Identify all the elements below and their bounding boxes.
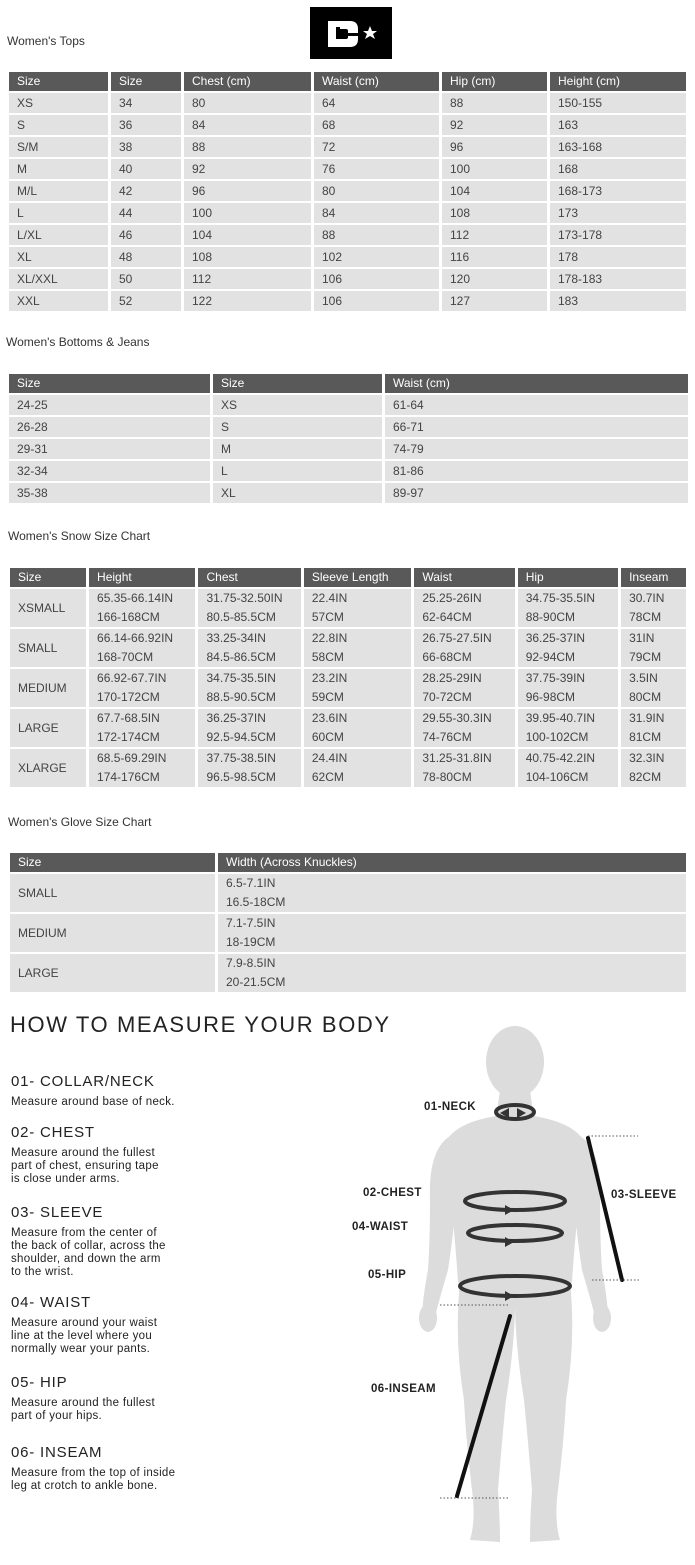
table-cell: 42 bbox=[111, 181, 181, 201]
table-cell: M bbox=[9, 159, 108, 179]
label-waist: 04-WAIST bbox=[352, 1221, 409, 1233]
cell-line: 66.92-67.7IN bbox=[97, 671, 167, 685]
snow-title: Women's Snow Size Chart bbox=[8, 529, 151, 543]
table-cell: 112 bbox=[442, 225, 547, 245]
table-cell bbox=[89, 749, 195, 787]
step-inseam bbox=[11, 1444, 211, 1493]
table-cell bbox=[518, 709, 618, 747]
table-cell bbox=[414, 669, 514, 707]
table-cell bbox=[621, 629, 686, 667]
cell-line: 34.75-35.5IN bbox=[206, 671, 276, 685]
cell-line: 88.5-90.5CM bbox=[206, 690, 276, 704]
column-header: Size bbox=[10, 568, 86, 587]
table-cell: 92 bbox=[442, 115, 547, 135]
table-cell: 168 bbox=[550, 159, 686, 179]
table-row bbox=[9, 269, 686, 289]
cell-line: 39.95-40.7IN bbox=[525, 711, 596, 725]
table-header-row bbox=[10, 853, 686, 872]
table-cell bbox=[198, 669, 300, 707]
cell-line: 40.75-42.2IN bbox=[525, 751, 596, 765]
cell-line: SMALL bbox=[18, 640, 58, 655]
cell-line: 34.75-35.5IN bbox=[525, 591, 596, 605]
table-cell: 108 bbox=[184, 247, 311, 267]
table-cell bbox=[89, 709, 195, 747]
table-cell: 32-34 bbox=[9, 461, 210, 481]
table-cell: M bbox=[213, 439, 382, 459]
table-cell bbox=[198, 709, 300, 747]
table-header-row bbox=[10, 568, 686, 587]
table-cell: 26-28 bbox=[9, 417, 210, 437]
table-cell bbox=[198, 629, 300, 667]
cell-line: 7.9-8.5IN bbox=[226, 956, 276, 970]
cell-line: SMALL bbox=[18, 885, 58, 900]
table-cell: 68 bbox=[314, 115, 439, 135]
table-cell: 163-168 bbox=[550, 137, 686, 157]
table-row bbox=[10, 749, 686, 787]
column-header: Chest (cm) bbox=[184, 72, 311, 91]
table-row bbox=[9, 483, 688, 503]
cell-line: 66-68CM bbox=[422, 650, 472, 664]
table-cell bbox=[414, 709, 514, 747]
table-cell: 173 bbox=[550, 203, 686, 223]
table-cell bbox=[304, 669, 411, 707]
step-title: 06- INSEAM bbox=[11, 1444, 103, 1461]
cell-line: 16.5-18CM bbox=[226, 895, 286, 909]
table-cell bbox=[414, 589, 514, 627]
step-waist bbox=[11, 1294, 211, 1356]
cell-line: 36.25-37IN bbox=[525, 631, 586, 645]
column-header: Hip (cm) bbox=[442, 72, 547, 91]
cell-line: 32.3IN bbox=[629, 751, 665, 765]
table-cell: 122 bbox=[184, 291, 311, 311]
column-header: Inseam bbox=[621, 568, 686, 587]
table-cell: 44 bbox=[111, 203, 181, 223]
cell-line: 92-94CM bbox=[525, 650, 576, 664]
table-cell bbox=[621, 669, 686, 707]
table-cell: 46 bbox=[111, 225, 181, 245]
cell-line: 26.75-27.5IN bbox=[422, 631, 492, 645]
cell-line: 25.25-26IN bbox=[422, 591, 482, 605]
glove-title: Women's Glove Size Chart bbox=[8, 815, 152, 829]
table-cell: 88 bbox=[314, 225, 439, 245]
table-cell: 183 bbox=[550, 291, 686, 311]
column-header: Waist (cm) bbox=[385, 374, 688, 393]
table-row bbox=[10, 629, 686, 667]
cell-line: 84.5-86.5CM bbox=[206, 650, 276, 664]
table-cell: 102 bbox=[314, 247, 439, 267]
table-cell: 34 bbox=[111, 93, 181, 113]
table-cell bbox=[10, 954, 215, 992]
column-header: Sleeve Length bbox=[304, 568, 411, 587]
cell-line: 62CM bbox=[311, 770, 344, 784]
table-cell bbox=[89, 629, 195, 667]
glove-table bbox=[7, 851, 689, 994]
cell-line: 37.75-38.5IN bbox=[206, 751, 276, 765]
table-cell bbox=[218, 914, 686, 952]
cell-line: 80.5-85.5CM bbox=[206, 610, 276, 624]
table-row bbox=[10, 914, 686, 952]
cell-line: 66.14-66.92IN bbox=[97, 631, 174, 645]
table-cell: 178-183 bbox=[550, 269, 686, 289]
cell-line: 65.35-66.14IN bbox=[97, 591, 174, 605]
table-cell bbox=[621, 709, 686, 747]
step-text: Measure around the fullest part of chest, ensuring tape is close under arms. bbox=[11, 1147, 159, 1185]
step-chest bbox=[11, 1124, 211, 1186]
table-row bbox=[9, 461, 688, 481]
table-cell: XL bbox=[9, 247, 108, 267]
table-cell bbox=[518, 589, 618, 627]
cell-line: 31.9IN bbox=[629, 711, 665, 725]
step-text: Measure from the top of inside leg at crotch to ankle bone. bbox=[11, 1467, 176, 1492]
table-row bbox=[10, 709, 686, 747]
table-cell bbox=[10, 629, 86, 667]
table-cell: 104 bbox=[184, 225, 311, 245]
step-text: Measure around base of neck. bbox=[11, 1096, 175, 1108]
column-header: Size bbox=[10, 853, 215, 872]
cell-line: 28.25-29IN bbox=[422, 671, 482, 685]
table-cell: M/L bbox=[9, 181, 108, 201]
cell-line: 96-98CM bbox=[525, 690, 576, 704]
table-cell: 173-178 bbox=[550, 225, 686, 245]
cell-line: 104-106CM bbox=[525, 770, 589, 784]
table-row bbox=[10, 589, 686, 627]
table-row bbox=[9, 115, 686, 135]
table-cell: 24-25 bbox=[9, 395, 210, 415]
brand-logo bbox=[310, 7, 392, 59]
step-title: 03- SLEEVE bbox=[11, 1204, 104, 1221]
cell-line: 58CM bbox=[311, 650, 344, 664]
cell-line: 23.2IN bbox=[311, 671, 348, 685]
cell-line: 59CM bbox=[311, 690, 344, 704]
table-cell: 88 bbox=[442, 93, 547, 113]
table-cell: 35-38 bbox=[9, 483, 210, 503]
column-header: Size bbox=[213, 374, 382, 393]
table-cell: 50 bbox=[111, 269, 181, 289]
table-cell: L bbox=[9, 203, 108, 223]
cell-line: 22.4IN bbox=[311, 591, 348, 605]
table-cell bbox=[10, 709, 86, 747]
table-cell: 89-97 bbox=[385, 483, 688, 503]
table-cell bbox=[414, 749, 514, 787]
cell-line: MEDIUM bbox=[18, 925, 67, 940]
table-row bbox=[9, 137, 686, 157]
table-cell: 64 bbox=[314, 93, 439, 113]
tops-table bbox=[6, 70, 689, 313]
table-row bbox=[10, 669, 686, 707]
tops-title: Women's Tops bbox=[7, 34, 85, 48]
table-cell: 61-64 bbox=[385, 395, 688, 415]
table-cell: 96 bbox=[184, 181, 311, 201]
table-cell bbox=[304, 589, 411, 627]
table-row bbox=[9, 439, 688, 459]
table-cell bbox=[89, 589, 195, 627]
cell-line: 57CM bbox=[311, 610, 344, 624]
dc-logo-icon bbox=[310, 7, 392, 59]
column-header: Size bbox=[9, 374, 210, 393]
cell-line: 33.25-34IN bbox=[206, 631, 266, 645]
table-cell: XS bbox=[213, 395, 382, 415]
body-figure bbox=[330, 1020, 695, 1560]
table-cell: 40 bbox=[111, 159, 181, 179]
cell-line: 23.6IN bbox=[311, 711, 348, 725]
table-cell: 76 bbox=[314, 159, 439, 179]
table-cell: 52 bbox=[111, 291, 181, 311]
column-header: Height (cm) bbox=[550, 72, 686, 91]
table-cell: 100 bbox=[184, 203, 311, 223]
cell-line: 92.5-94.5CM bbox=[206, 730, 276, 744]
label-hip: 05-HIP bbox=[368, 1269, 407, 1281]
table-cell: L/XL bbox=[9, 225, 108, 245]
table-row bbox=[9, 247, 686, 267]
table-cell: 48 bbox=[111, 247, 181, 267]
table-cell: 112 bbox=[184, 269, 311, 289]
cell-line: 80CM bbox=[629, 690, 662, 704]
cell-line: 6.5-7.1IN bbox=[226, 876, 276, 890]
table-row bbox=[9, 93, 686, 113]
cell-line: 168-70CM bbox=[97, 650, 154, 664]
table-cell bbox=[218, 954, 686, 992]
table-cell bbox=[10, 914, 215, 952]
table-cell bbox=[10, 589, 86, 627]
cell-line: XLARGE bbox=[18, 760, 67, 775]
table-cell: 150-155 bbox=[550, 93, 686, 113]
table-row bbox=[9, 159, 686, 179]
table-cell: 72 bbox=[314, 137, 439, 157]
column-header: Size bbox=[9, 72, 108, 91]
table-cell: 168-173 bbox=[550, 181, 686, 201]
table-header-row bbox=[9, 72, 686, 91]
column-header: Height bbox=[89, 568, 195, 587]
table-row bbox=[9, 181, 686, 201]
table-cell: 104 bbox=[442, 181, 547, 201]
cell-line: 36.25-37IN bbox=[206, 711, 266, 725]
bottoms-title: Women's Bottoms & Jeans bbox=[6, 335, 150, 349]
step-text: Measure from the center of the back of collar, across the shoulder, and down the arm to the wrist. bbox=[11, 1227, 166, 1278]
table-cell: 80 bbox=[314, 181, 439, 201]
table-cell bbox=[304, 629, 411, 667]
table-cell: 178 bbox=[550, 247, 686, 267]
table-cell: 108 bbox=[442, 203, 547, 223]
table-cell bbox=[10, 669, 86, 707]
step-collar bbox=[11, 1073, 211, 1109]
table-cell: 163 bbox=[550, 115, 686, 135]
column-header: Size bbox=[111, 72, 181, 91]
column-header: Chest bbox=[198, 568, 300, 587]
cell-line: MEDIUM bbox=[18, 680, 67, 695]
table-cell: 96 bbox=[442, 137, 547, 157]
table-cell: 38 bbox=[111, 137, 181, 157]
table-row bbox=[9, 203, 686, 223]
table-cell bbox=[10, 874, 215, 912]
table-cell bbox=[518, 629, 618, 667]
cell-line: 18-19CM bbox=[226, 935, 276, 949]
cell-line: 31.25-31.8IN bbox=[422, 751, 492, 765]
cell-line: 29.55-30.3IN bbox=[422, 711, 492, 725]
cell-line: LARGE bbox=[18, 720, 59, 735]
cell-line: 174-176CM bbox=[97, 770, 160, 784]
table-cell bbox=[518, 749, 618, 787]
column-header: Waist (cm) bbox=[314, 72, 439, 91]
table-cell: XL bbox=[213, 483, 382, 503]
step-hip bbox=[11, 1374, 211, 1423]
label-chest: 02-CHEST bbox=[363, 1187, 422, 1199]
table-cell: XS bbox=[9, 93, 108, 113]
cell-line: LARGE bbox=[18, 965, 59, 980]
step-title: 05- HIP bbox=[11, 1374, 68, 1391]
cell-line: 78CM bbox=[629, 610, 662, 624]
table-cell bbox=[621, 749, 686, 787]
cell-line: 172-174CM bbox=[97, 730, 160, 744]
cell-line: 166-168CM bbox=[97, 610, 160, 624]
cell-line: 96.5-98.5CM bbox=[206, 770, 276, 784]
cell-line: 88-90CM bbox=[525, 610, 576, 624]
cell-line: 67.7-68.5IN bbox=[97, 711, 160, 725]
cell-line: 78-80CM bbox=[422, 770, 472, 784]
table-cell: 116 bbox=[442, 247, 547, 267]
snow-table bbox=[7, 566, 689, 789]
table-cell: L bbox=[213, 461, 382, 481]
column-header: Hip bbox=[518, 568, 618, 587]
table-cell bbox=[621, 589, 686, 627]
cell-line: 82CM bbox=[629, 770, 662, 784]
table-cell: 81-86 bbox=[385, 461, 688, 481]
step-title: 04- WAIST bbox=[11, 1294, 91, 1311]
table-row bbox=[9, 395, 688, 415]
step-title: 02- CHEST bbox=[11, 1124, 95, 1141]
table-cell: 106 bbox=[314, 269, 439, 289]
table-cell: 66-71 bbox=[385, 417, 688, 437]
cell-line: 31.75-32.50IN bbox=[206, 591, 283, 605]
cell-line: 100-102CM bbox=[525, 730, 589, 744]
column-header: Waist bbox=[414, 568, 514, 587]
cell-line: 62-64CM bbox=[422, 610, 472, 624]
label-neck: 01-NECK bbox=[424, 1101, 477, 1113]
table-cell bbox=[218, 874, 686, 912]
table-row bbox=[9, 417, 688, 437]
table-cell: 92 bbox=[184, 159, 311, 179]
cell-line: 30.7IN bbox=[629, 591, 665, 605]
table-cell: 36 bbox=[111, 115, 181, 135]
label-inseam: 06-INSEAM bbox=[371, 1383, 436, 1395]
body-silhouette-icon bbox=[330, 1020, 695, 1560]
table-cell bbox=[198, 589, 300, 627]
table-cell bbox=[304, 749, 411, 787]
cell-line: 68.5-69.29IN bbox=[97, 751, 167, 765]
step-sleeve bbox=[11, 1204, 211, 1279]
table-cell bbox=[414, 629, 514, 667]
step-text: Measure around your waist line at the level where you normally wear your pants. bbox=[11, 1317, 158, 1355]
step-title: 01- COLLAR/NECK bbox=[11, 1073, 155, 1090]
cell-line: 70-72CM bbox=[422, 690, 472, 704]
table-cell bbox=[518, 669, 618, 707]
cell-line: 24.4IN bbox=[311, 751, 348, 765]
table-cell: S bbox=[9, 115, 108, 135]
cell-line: 22.8IN bbox=[311, 631, 348, 645]
cell-line: 79CM bbox=[629, 650, 662, 664]
cell-line: 7.1-7.5IN bbox=[226, 916, 276, 930]
table-cell: 29-31 bbox=[9, 439, 210, 459]
table-cell: 84 bbox=[314, 203, 439, 223]
cell-line: 60CM bbox=[311, 730, 344, 744]
table-cell bbox=[198, 749, 300, 787]
cell-line: 74-76CM bbox=[422, 730, 472, 744]
table-row bbox=[9, 225, 686, 245]
howto-title: HOW TO MEASURE YOUR BODY bbox=[10, 1012, 391, 1037]
table-header-row bbox=[9, 374, 688, 393]
table-row bbox=[10, 954, 686, 992]
table-cell: S bbox=[213, 417, 382, 437]
cell-line: 20-21.5CM bbox=[226, 975, 286, 989]
table-cell: 80 bbox=[184, 93, 311, 113]
table-cell: 120 bbox=[442, 269, 547, 289]
table-cell: 100 bbox=[442, 159, 547, 179]
label-sleeve: 03-SLEEVE bbox=[611, 1189, 677, 1201]
table-row bbox=[10, 874, 686, 912]
table-cell: 84 bbox=[184, 115, 311, 135]
table-cell: 106 bbox=[314, 291, 439, 311]
table-cell bbox=[10, 749, 86, 787]
table-cell: S/M bbox=[9, 137, 108, 157]
table-cell: 127 bbox=[442, 291, 547, 311]
table-cell: 88 bbox=[184, 137, 311, 157]
table-cell bbox=[304, 709, 411, 747]
table-row bbox=[9, 291, 686, 311]
cell-line: XSMALL bbox=[18, 600, 66, 615]
bottoms-table bbox=[6, 372, 691, 505]
cell-line: 81CM bbox=[629, 730, 662, 744]
step-text: Measure around the fullest part of your hips. bbox=[11, 1397, 155, 1422]
cell-line: 31IN bbox=[629, 631, 655, 645]
table-cell: XXL bbox=[9, 291, 108, 311]
column-header: Width (Across Knuckles) bbox=[218, 853, 686, 872]
table-cell: 74-79 bbox=[385, 439, 688, 459]
table-cell: XL/XXL bbox=[9, 269, 108, 289]
cell-line: 170-172CM bbox=[97, 690, 160, 704]
table-cell bbox=[89, 669, 195, 707]
cell-line: 3.5IN bbox=[629, 671, 658, 685]
cell-line: 37.75-39IN bbox=[525, 671, 586, 685]
